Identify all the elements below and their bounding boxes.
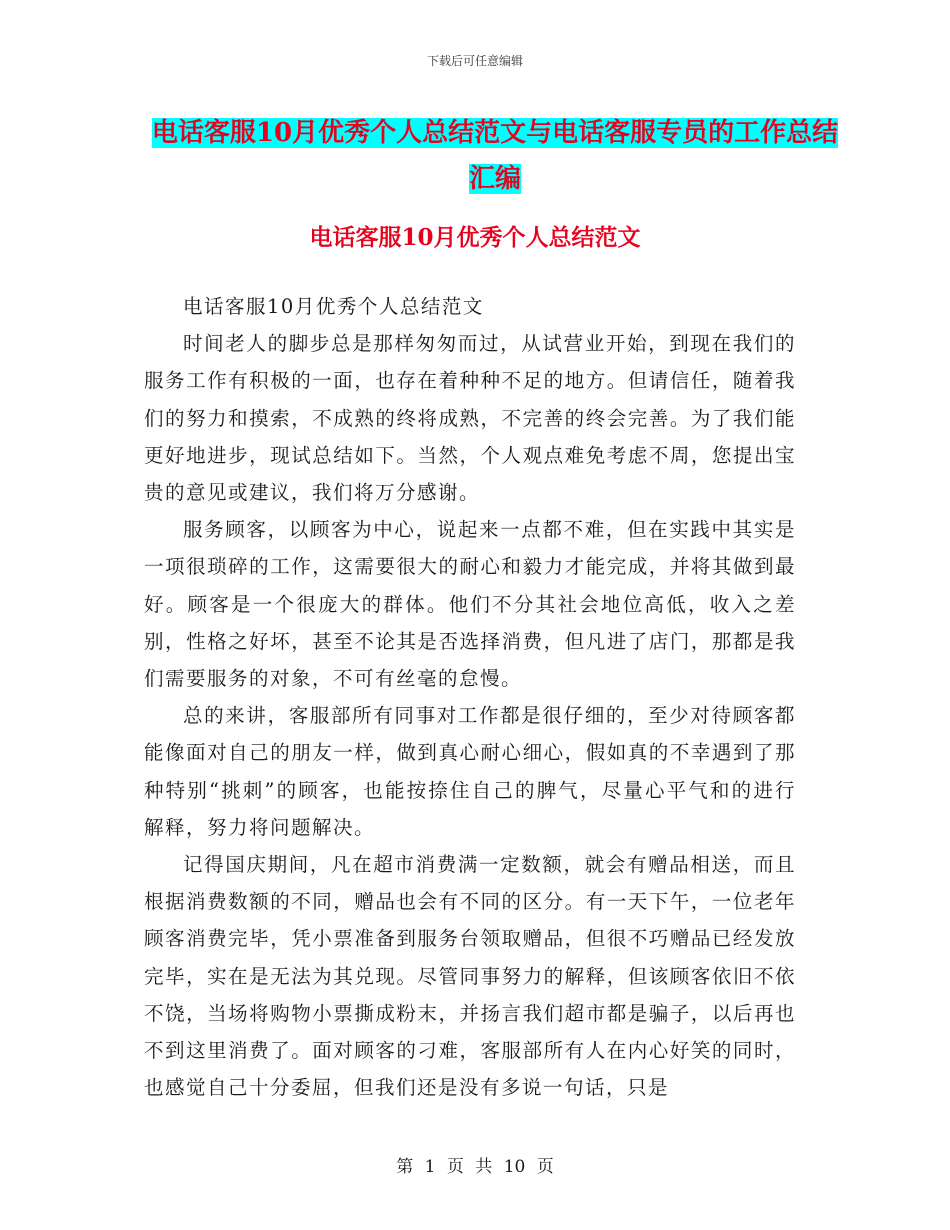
paragraph: 电话客服10月优秀个人总结范文 — [183, 295, 484, 318]
document-title — [140, 110, 850, 202]
page-number-footer: 第 1 页 共 10 页 — [396, 1157, 554, 1177]
paragraph: 服务顾客，以顾客为中心，说起来一点都不难，但在实践中其实是一项很琐碎的工作，这需要很大的耐心和毅力才能完成，并将其做到最好。顾客是一个很庞大的群体。他们不分其社会地位高低，收入之差别，性格之好坏，甚至不论其是否选择消费，但凡进了店门，那都是我们需要服务的对象，不可有丝毫的怠慢。 — [144, 518, 796, 691]
header-note: 下载后可任意编辑 — [426, 54, 523, 68]
document-title-text: 电话客服10月优秀个人总结范文与电话客服专员的工作总结汇编 — [151, 118, 839, 194]
document-body — [144, 288, 796, 1106]
section-title: 电话客服10月优秀个人总结范文 — [309, 224, 641, 251]
paragraph: 总的来讲，客服部所有同事对工作都是很仔细的，至少对待顾客都能像面对自己的朋友一样，做到真心耐心细心，假如真的不幸遇到了那种特别“挑刺”的顾客，也能按捺住自己的脾气，尽量心平气和的进行解释，努力将问题解决。 — [144, 704, 796, 839]
paragraph: 时间老人的脚步总是那样匆匆而过，从试营业开始，到现在我们的服务工作有积极的一面，也存在着种种不足的地方。但请信任，随着我们的努力和摸索，不成熟的终将成熟，不完善的终会完善。为了我们能更好地进步，现试总结如下。当然，个人观点难免考虑不周，您提出宝贵的意见或建议，我们将万分感谢。 — [144, 332, 796, 505]
paragraph: 记得国庆期间，凡在超市消费满一定数额，就会有赠品相送，而且根据消费数额的不同，赠品也会有不同的区分。有一天下午，一位老年顾客消费完毕，凭小票准备到服务台领取赠品，但很不巧赠品已经发放完毕，实在是无法为其兑现。尽管同事努力的解释，但该顾客依旧不依不饶，当场将购物小票撕成粉末，并扬言我们超市都是骗子，以后再也不到这里消费了。面对顾客的刁难，客服部所有人在内心好笑的同时，也感觉自己十分委屈，但我们还是没有多说一句话，只是 — [144, 853, 796, 1100]
